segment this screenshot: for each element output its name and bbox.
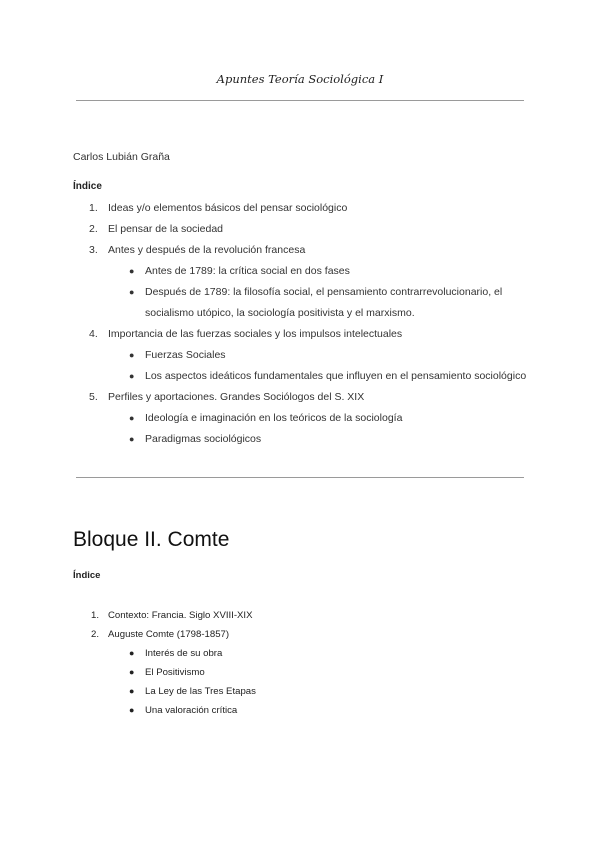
sub-item: ● La Ley de las Tres Etapas [108, 682, 533, 701]
sub-item: ● Una valoración crítica [108, 701, 533, 720]
section-divider [76, 477, 524, 478]
sub-item: ● El Positivismo [108, 663, 533, 682]
list-item [73, 387, 533, 450]
header-divider [76, 100, 524, 101]
sub-item: ● Interés de su obra [108, 644, 533, 663]
bullet-icon: ● [129, 266, 135, 276]
index-heading: Índice [73, 181, 102, 192]
list-item [73, 219, 533, 240]
item-number: 4. [89, 328, 98, 340]
item-text: El pensar de la sociedad [108, 223, 223, 235]
author-name: Carlos Lubián Graña [73, 151, 170, 163]
sub-item: ● Ideología e imaginación en los teóricos de la sociología [108, 408, 533, 429]
item-text: Antes y después de la revolución francesa [108, 244, 306, 256]
list-item [73, 625, 533, 720]
sub-list [108, 408, 533, 450]
sub-list [108, 644, 533, 720]
item-text: Ideas y/o elementos básicos del pensar sociológico [108, 202, 348, 214]
sub-list [108, 345, 533, 387]
item-text: Perfiles y aportaciones. Grandes Sociólogos del S. XIX [108, 391, 365, 403]
item-number: 3. [89, 244, 98, 256]
bullet-icon: ● [129, 648, 135, 658]
bullet-icon: ● [129, 371, 135, 381]
sub-item: ● Paradigmas sociológicos [108, 429, 533, 450]
bullet-icon: ● [129, 287, 135, 297]
list-item [73, 198, 533, 219]
item-number: 5. [89, 391, 98, 403]
item-number: 1. [91, 610, 100, 621]
bullet-icon: ● [129, 350, 135, 360]
block-index-heading: Índice [73, 570, 101, 581]
sub-item: ● Los aspectos ideáticos fundamentales que influyen en el pensamiento sociológico [108, 366, 533, 387]
bullet-icon: ● [129, 434, 135, 444]
block-title: Bloque II. Comte [73, 528, 230, 551]
list-item [73, 324, 533, 387]
bullet-icon: ● [129, 667, 135, 677]
sub-item: ● Después de 1789: la filosofía social, el pensamiento contrarrevolucionario, el socialismo utópico, la sociología positivista y el marxismo. [108, 282, 533, 324]
document-title: Apuntes Teoría Sociológica I [216, 72, 384, 86]
sub-item: ● Fuerzas Sociales [108, 345, 533, 366]
list-item [73, 240, 533, 324]
list-item [73, 606, 533, 625]
bullet-icon: ● [129, 705, 135, 715]
item-number: 2. [89, 223, 98, 235]
sub-item: ● Antes de 1789: la crítica social en dos fases [108, 261, 533, 282]
sub-list [108, 261, 533, 324]
block-index-list [73, 606, 533, 720]
item-text: Contexto: Francia. Siglo XVIII-XIX [108, 610, 253, 621]
item-number: 2. [91, 629, 100, 640]
index-list [73, 198, 533, 450]
item-text: Auguste Comte (1798-1857) [108, 629, 230, 640]
bullet-icon: ● [129, 413, 135, 423]
item-number: 1. [89, 202, 98, 214]
bullet-icon: ● [129, 686, 135, 696]
item-text: Importancia de las fuerzas sociales y los impulsos intelectuales [108, 328, 403, 340]
